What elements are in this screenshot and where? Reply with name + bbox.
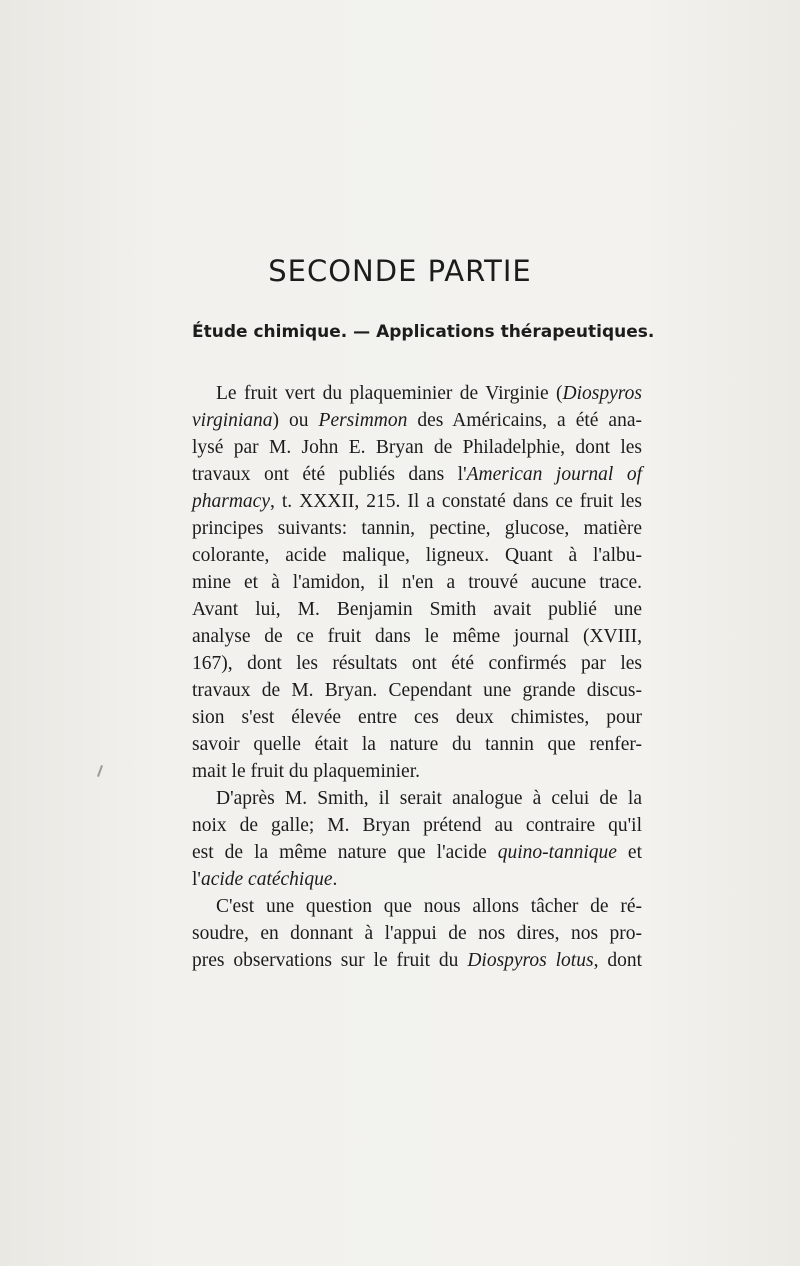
text-line: mine et à l'amidon, il n'en a trouvé aucune trace. — [192, 572, 642, 593]
section-subtitle: Étude chimique. — Applications thérapeutiques. — [192, 322, 655, 342]
text-line: savoir quelle était la nature du tannin que renfer- — [192, 734, 642, 755]
text-line: pres observations sur le fruit du Diospyros lotus, dont — [192, 950, 642, 971]
text-line: travaux de M. Bryan. Cependant une grande discus- — [192, 680, 642, 701]
text-line: Avant lui, M. Benjamin Smith avait publié une — [192, 599, 642, 620]
text-line: colorante, acide malique, ligneux. Quant à l'albu- — [192, 545, 642, 566]
margin-mark — [97, 765, 103, 777]
text-line: principes suivants: tannin, pectine, glucose, matière — [192, 518, 642, 539]
text-line: virginiana) ou Persimmon des Américains, a été ana- — [192, 410, 642, 431]
text-line: lysé par M. John E. Bryan de Philadelphie, dont les — [192, 437, 642, 458]
text-line: soudre, en donnant à l'appui de nos dires, nos pro- — [192, 923, 642, 944]
text-line: 167), dont les résultats ont été confirmés par les — [192, 653, 642, 674]
text-line: pharmacy, t. XXXII, 215. Il a constaté dans ce fruit les — [192, 491, 642, 512]
text-line: travaux ont été publiés dans l'American journal of — [192, 464, 643, 485]
text-line: noix de galle; M. Bryan prétend au contraire qu'il — [192, 815, 642, 836]
text-line: est de la même nature que l'acide quino-tannique et — [192, 842, 642, 863]
text-line: analyse de ce fruit dans le même journal (XVIII, — [192, 626, 642, 647]
text-line: C'est une question que nous allons tâcher de ré- — [216, 896, 642, 917]
text-line: sion s'est élevée entre ces deux chimistes, pour — [192, 707, 642, 728]
text-line: mait le fruit du plaqueminier. — [192, 761, 420, 782]
text-line: Le fruit vert du plaqueminier de Virginie (Diospyros — [216, 383, 642, 404]
text-line: l'acide catéchique. — [192, 869, 338, 890]
text-line: D'après M. Smith, il serait analogue à celui de la — [216, 788, 642, 809]
section-title: SECONDE PARTIE — [268, 254, 532, 288]
